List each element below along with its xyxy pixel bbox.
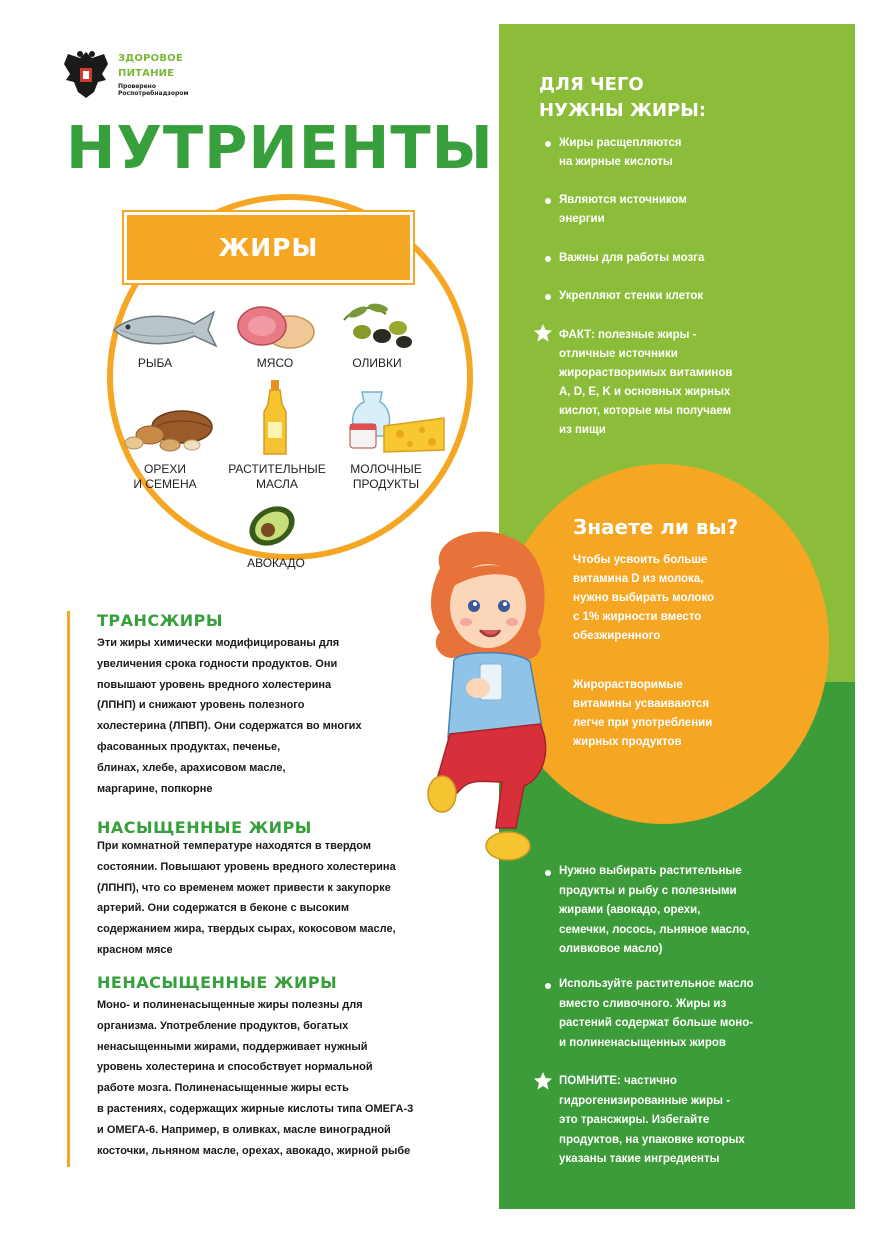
why-item: [559, 249, 764, 268]
text-line: жирами (авокадо, орехи,: [559, 904, 701, 916]
text-line: Чтобы усвоить больше: [573, 554, 708, 566]
food-label-fish: РЫБА: [137, 356, 173, 370]
text-line: нужно выбирать молоко: [573, 592, 715, 604]
text-line: ненасыщенными жирами, поддерживает нужный: [97, 1040, 368, 1053]
remember-text: [559, 1072, 789, 1170]
advice-item: [559, 862, 789, 960]
section-heading-trans: ТРАНСЖИРЫ: [97, 611, 223, 630]
food-label-nuts: [110, 462, 220, 492]
text-line: работе мозга. Полиненасыщенные жиры есть: [97, 1082, 349, 1095]
text-line: Эти жиры химически модифицированы для: [97, 637, 340, 649]
text-line: с 1% жирности вместо: [573, 611, 702, 623]
text-line: блинах, хлебе, арахисовом масле,: [97, 761, 286, 774]
text-line: энергии: [559, 213, 605, 225]
text-line: витамины усваиваются: [573, 698, 710, 710]
advice-item: [559, 975, 789, 1053]
text-line: кислот, которые мы получаем: [559, 405, 732, 417]
logo-subtext: Проверено Роспотребнадзором: [118, 83, 189, 97]
text-line: в растениях, содержащих жирные кислоты типа ОМЕГА-3: [97, 1102, 414, 1115]
eagle-emblem-icon: [60, 46, 112, 102]
text-line: организма. Употребление продуктов, богатых: [97, 1019, 349, 1032]
food-label-meat: МЯСО: [256, 356, 294, 370]
text-line: семечки, лосось, льняное масло,: [559, 923, 750, 936]
text-line: ФАКТ: полезные жиры -: [559, 329, 697, 341]
avocado-icon: [246, 502, 298, 550]
text-line: витамина D из молока,: [573, 573, 704, 585]
girl-illustration: [420, 528, 570, 873]
food-label-oils-line1: РАСТИТЕЛЬНЫЕ: [228, 462, 326, 476]
text-line: Жиры расщепляются: [559, 137, 682, 149]
food-label-oils-line2: МАСЛА: [256, 477, 298, 491]
text-line: из пищи: [559, 424, 606, 436]
text-line: Важны для работы мозга: [559, 252, 705, 264]
text-line: указаны такие ингредиенты: [559, 1153, 720, 1165]
text-line: жирорастворимых витаминов: [559, 367, 733, 379]
fats-banner: [124, 212, 413, 283]
section-heading-saturated: НАСЫЩЕННЫЕ ЖИРЫ: [97, 818, 312, 837]
text-line: Жирорастворимые: [573, 679, 683, 691]
fish-icon: [110, 308, 220, 350]
olives-icon: [338, 300, 418, 350]
oil-bottle-icon: [260, 378, 290, 458]
logo-text-line1: ЗДОРОВОЕ: [118, 53, 183, 64]
bullet-icon: [545, 141, 551, 147]
nuts-icon: [122, 405, 218, 455]
fact-text: [559, 326, 779, 440]
text-line: (ЛПНП), что со временем может привести к закупорке: [97, 881, 391, 894]
food-label-nuts-line2: И СЕМЕНА: [133, 477, 197, 491]
food-label-dairy-line1: МОЛОЧНЫЕ: [350, 462, 422, 476]
text-line: растений содержат больше моно-: [559, 1017, 754, 1029]
did-you-know-text-1: [573, 551, 748, 646]
section-heading-unsaturated: НЕНАСЫЩЕННЫЕ ЖИРЫ: [97, 973, 338, 992]
dairy-icon: [348, 388, 448, 456]
food-label-avocado: АВОКАДО: [247, 556, 305, 570]
did-you-know-title: Знаете ли вы?: [573, 515, 739, 539]
fats-banner-label: ЖИРЫ: [218, 233, 319, 262]
text-line: повышают уровень вредного холестерина: [97, 678, 332, 691]
text-line: состоянии. Повышают уровень вредного холестерина: [97, 860, 396, 873]
text-line: Укрепляют стенки клеток: [559, 290, 704, 302]
text-line: продукты и рыбу с полезными: [559, 884, 737, 897]
bullet-icon: [545, 256, 551, 262]
section-body-unsaturated: [97, 995, 492, 1161]
text-line: и полиненасыщенных жиров: [559, 1036, 726, 1049]
text-line: ПОМНИТЕ: частично: [559, 1075, 677, 1087]
meat-icon: [234, 302, 316, 352]
logo-text-line2: ПИТАНИЕ: [118, 68, 175, 79]
food-label-nuts-line1: ОРЕХИ: [144, 462, 186, 476]
text-line: Моно- и полиненасыщенные жиры полезны для: [97, 999, 363, 1011]
text-line: маргарине, попкорне: [97, 782, 213, 795]
text-line: фасованных продуктах, печенье,: [97, 740, 281, 753]
page-title: НУТРИЕНТЫ: [66, 113, 494, 182]
text-line: уровень холестерина и способствует нормальной: [97, 1061, 373, 1074]
why-fats-title-line1: ДЛЯ ЧЕГО: [539, 74, 644, 95]
text-line: гидрогенизированные жиры -: [559, 1094, 730, 1107]
text-line: артерий. Они содержатся в беконе с высоким: [97, 902, 350, 915]
text-line: легче при употреблении: [573, 717, 713, 729]
bullet-icon: [545, 870, 551, 876]
text-line: (ЛПНП) и снижают уровень полезного: [97, 699, 305, 712]
left-accent-bar: [67, 611, 70, 1167]
bullet-icon: [545, 983, 551, 989]
text-line: косточки, льняном масле, орехах, авокадо, жирной рыбе: [97, 1144, 411, 1157]
why-item: [559, 287, 764, 306]
food-label-olives: ОЛИВКИ: [352, 356, 402, 370]
why-fats-title: [539, 72, 799, 124]
text-line: жирных продуктов: [573, 736, 682, 748]
text-line: обезжиренного: [573, 630, 661, 642]
did-you-know-text-2: [573, 676, 748, 752]
food-label-dairy-line2: ПРОДУКТЫ: [352, 477, 420, 491]
text-line: содержанием жира, твердых сырах, кокосовом масле,: [97, 923, 396, 936]
bullet-icon: [545, 294, 551, 300]
text-line: При комнатной температуре находятся в твердом: [97, 840, 371, 852]
text-line: Используйте растительное масло: [559, 978, 754, 990]
text-line: оливковое масло): [559, 943, 663, 955]
text-line: продуктов, на упаковке которых: [559, 1133, 745, 1146]
text-line: холестерина (ЛПВП). Они содержатся во многих: [97, 720, 362, 733]
text-line: и ОМЕГА-6. Например, в оливках, масле виноградной: [97, 1123, 391, 1136]
bullet-icon: [545, 198, 551, 204]
text-line: на жирные кислоты: [559, 156, 673, 168]
food-label-dairy: [336, 462, 436, 492]
text-line: это трансжиры. Избегайте: [559, 1114, 710, 1126]
text-line: вместо сливочного. Жиры из: [559, 997, 727, 1010]
text-line: красном мясе: [97, 943, 173, 956]
star-icon: [533, 323, 553, 343]
why-item: [559, 191, 764, 229]
text-line: A, D, E, K и основных жирных: [559, 386, 731, 398]
why-fats-title-line2: НУЖНЫ ЖИРЫ:: [539, 100, 707, 121]
text-line: увеличения срока годности продуктов. Они: [97, 657, 338, 670]
food-label-oils: [222, 462, 332, 492]
why-item: [559, 134, 764, 172]
text-line: Нужно выбирать растительные: [559, 865, 742, 877]
star-icon: [533, 1071, 553, 1091]
text-line: Являются источником: [559, 194, 687, 206]
text-line: отличные источники: [559, 348, 678, 360]
